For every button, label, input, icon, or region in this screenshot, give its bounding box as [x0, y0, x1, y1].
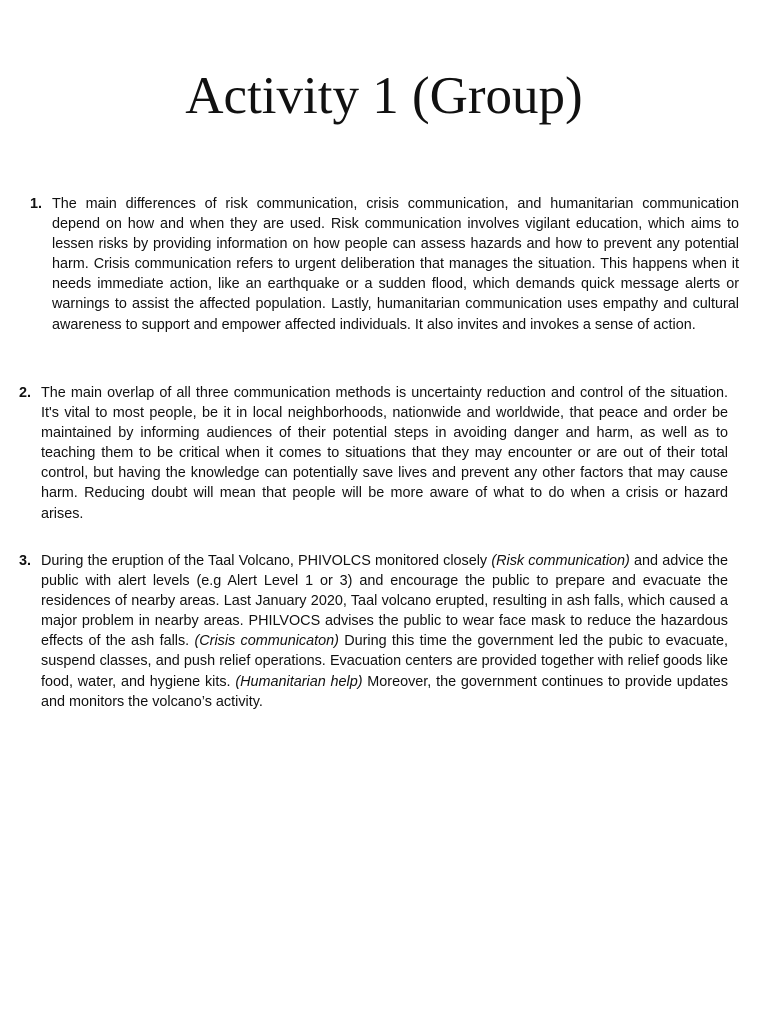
- page-title: Activity 1 (Group): [185, 67, 583, 125]
- text-segment-italic: (Humanitarian help): [235, 673, 363, 690]
- text-segment-italic: (Crisis communicaton): [194, 633, 339, 650]
- list-item: [19, 383, 728, 524]
- list-item-text: The main overlap of all three communication methods is uncertainty reduction and control of the situation. It's vital to most people, be it in local neighborhoods, nationwide and worldwide, that peace and order be maintained by informing audiences of their potential steps in avoiding danger and harm, as well as to teaching them to be critical when it comes to situations that they may encounter or are out of their total control, but having the knowledge can potentially save lives and prevent any other factors that may cause harm. Reducing doubt will mean that people will be more aware of what to do when a crisis or hazard arises.: [41, 385, 728, 522]
- list-item-number: 1.: [30, 196, 43, 212]
- list-item: [30, 194, 739, 335]
- list-item: [19, 551, 729, 712]
- list-item-number: 2.: [19, 385, 32, 401]
- text-segment: During this time the government led the pubic to evacuate, suspend classes, and push relief operations. Evacuation centers are provided together with relief goods like food, water, and hygiene kits.: [41, 633, 728, 690]
- list-item-text: [41, 551, 728, 712]
- list-item-text: The main differences of risk communication, crisis communication, and humanitarian communication depend on how and when they are used. Risk communication involves vigilant education, which aims to lessen risks by providing information on how people can assess hazards and how to prevent any potential harm. Crisis communication refers to urgent deliberation that manages the situation. This happens when it needs immediate action, like an earthquake or a sudden flood, which demands quick message alerts or warnings to assist the affected population. Lastly, humanitarian communication uses empathy and cultural awareness to support and empower affected individuals. It also invites and invokes a sense of action.: [52, 196, 739, 333]
- text-segment: and advice the public with alert levels (e.g Alert Level 1 or 3) and encourage the public to prepare and evacuate the residences of nearby areas. Last January 2020, Taal volcano erupted, resulting in ash falls, which caused a major problem in nearby areas. PHILVOCS advises the public to wear face mask to reduce the hazardous effects of the ash falls.: [41, 553, 728, 650]
- text-segment-italic: (Risk communication): [491, 553, 630, 569]
- text-segment: During the eruption of the Taal Volcano, PHIVOLCS monitored closely: [41, 553, 492, 569]
- text-segment: Moreover, the government continues to provide updates and monitors the volcano’s activity.: [41, 673, 729, 710]
- list-item-number: 3.: [19, 553, 32, 569]
